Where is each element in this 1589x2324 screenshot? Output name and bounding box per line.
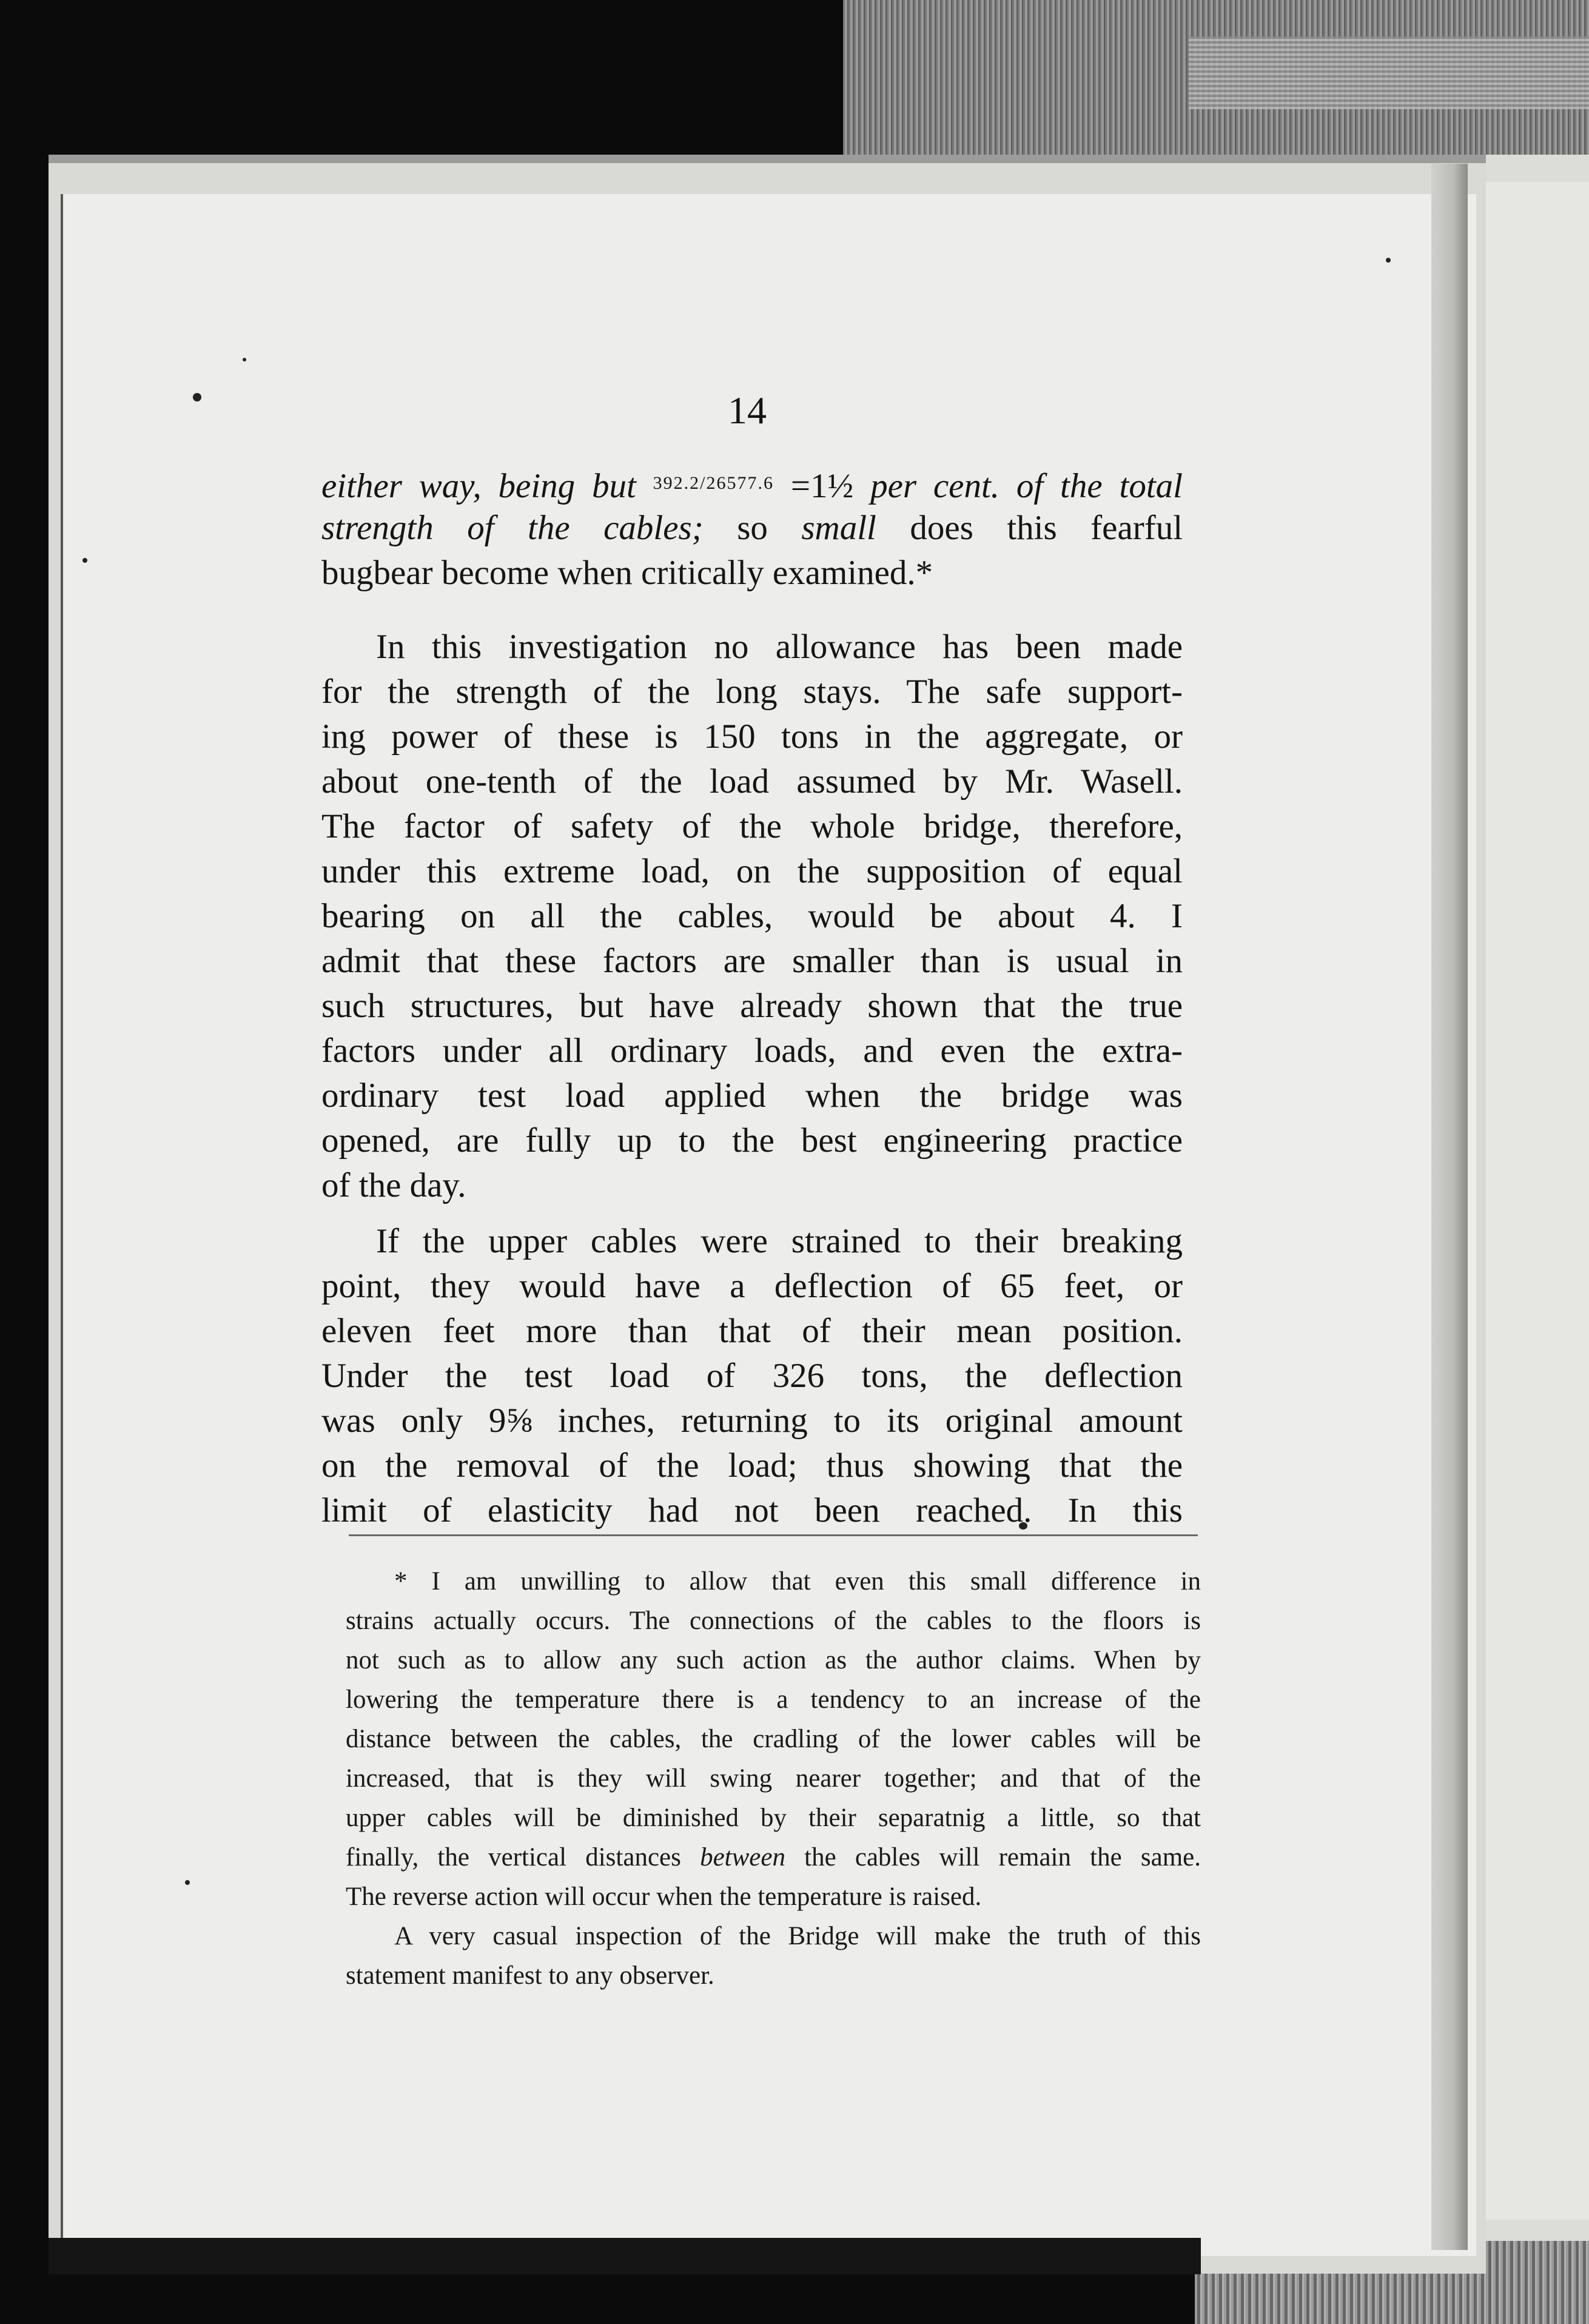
footnote-line [346, 1838, 1201, 1877]
paragraph-1-line-1 [321, 461, 1183, 509]
speck [1386, 258, 1391, 263]
paragraph-3-line: If the upper cables were strained to their breaking [376, 1222, 1183, 1260]
speck [185, 1880, 190, 1885]
italic-text: small [801, 509, 876, 547]
speck [193, 393, 201, 401]
footnote-line: increased, that is they will swing nearer together; and that of the [346, 1764, 1201, 1793]
paragraph-2-line: ing power of these is 150 tons in the aggregate, or [321, 717, 1183, 756]
paragraph-3-line: limit of elasticity had not been reached. In this [321, 1491, 1183, 1530]
paragraph-2-line: for the strength of the long stays. The safe support- [321, 673, 1183, 711]
paragraph-3-line: on the removal of the load; thus showing that the [321, 1446, 1183, 1485]
text: so [737, 509, 768, 547]
spine-shadow [1431, 164, 1468, 2250]
paragraph-3-line: was only 9⅝ inches, returning to its original amount [321, 1402, 1183, 1440]
paragraph-2-line: such structures, but have already shown that the true [321, 987, 1183, 1025]
fraction: 392.2/26577.6 [653, 473, 774, 493]
speck [82, 558, 87, 563]
footnote-line: * I am unwilling to allow that even this small difference in [394, 1567, 1201, 1596]
paragraph-2-line: The factor of safety of the whole bridge, therefore, [321, 807, 1183, 845]
paragraph-2-line: bearing on all the cables, would be about 4. I [321, 897, 1183, 935]
fabric-band-top [1189, 36, 1589, 109]
paragraph-1-line-2 [321, 506, 1183, 551]
text: does this fearful [910, 509, 1183, 547]
italic-text: per cent. of the total [870, 467, 1183, 505]
paragraph-3-line: point, they would have a deflection of 65 feet, or [321, 1267, 1183, 1305]
footnote-line: strains actually occurs. The connections of the cables to the floors is [346, 1607, 1201, 1635]
italic-text: between [700, 1843, 785, 1872]
paragraph-2-line: under this extreme load, on the supposition of equal [321, 852, 1183, 890]
facing-page-inner [1474, 182, 1589, 2220]
footnote-line: A very casual inspection of the Bridge will make the truth of this [394, 1922, 1201, 1950]
footnote-line: not such as to allow any such action as the author claims. When by [346, 1646, 1201, 1674]
paragraph-2-line: of the day. [321, 1166, 466, 1204]
footnote-line: upper cables will be diminished by their separatnig a little, so that [346, 1804, 1201, 1832]
paragraph-2-line: about one-tenth of the load assumed by Mr. Wasell. [321, 762, 1183, 801]
speck [243, 358, 246, 361]
italic-text: either way, being but [321, 467, 636, 505]
paragraph-2-line: In this investigation no allowance has been made [376, 628, 1183, 666]
text: the cables will remain the same. [804, 1843, 1201, 1872]
paragraph-1-line-3: bugbear become when critically examined.* [321, 554, 933, 592]
paragraph-2-line: opened, are fully up to the best engineering practice [321, 1121, 1183, 1160]
paragraph-2-line: factors under all ordinary loads, and even the extra- [321, 1032, 1183, 1070]
bottom-shadow [49, 2238, 1201, 2274]
paragraph-2-line: ordinary test load applied when the bridge was [321, 1076, 1183, 1115]
paragraph-3-line: eleven feet more than that of their mean position. [321, 1312, 1183, 1350]
italic-text: strength of the cables; [321, 509, 704, 547]
page-number: 14 [728, 389, 767, 432]
footnote-line: statement manifest to any observer. [346, 1961, 714, 1990]
text: finally, the vertical distances [346, 1843, 681, 1872]
footnote-line: lowering the temperature there is a tendency to an increase of the [346, 1685, 1201, 1714]
equals-text: =1½ [790, 467, 854, 505]
footnote-divider [349, 1534, 1198, 1536]
paragraph-2-line: admit that these factors are smaller than is usual in [321, 942, 1183, 980]
paragraph-3-line: Under the test load of 326 tons, the deflection [321, 1357, 1183, 1395]
footnote-line: distance between the cables, the cradling of the lower cables will be [346, 1725, 1201, 1753]
footnote-line: The reverse action will occur when the temperature is raised. [346, 1882, 982, 1911]
